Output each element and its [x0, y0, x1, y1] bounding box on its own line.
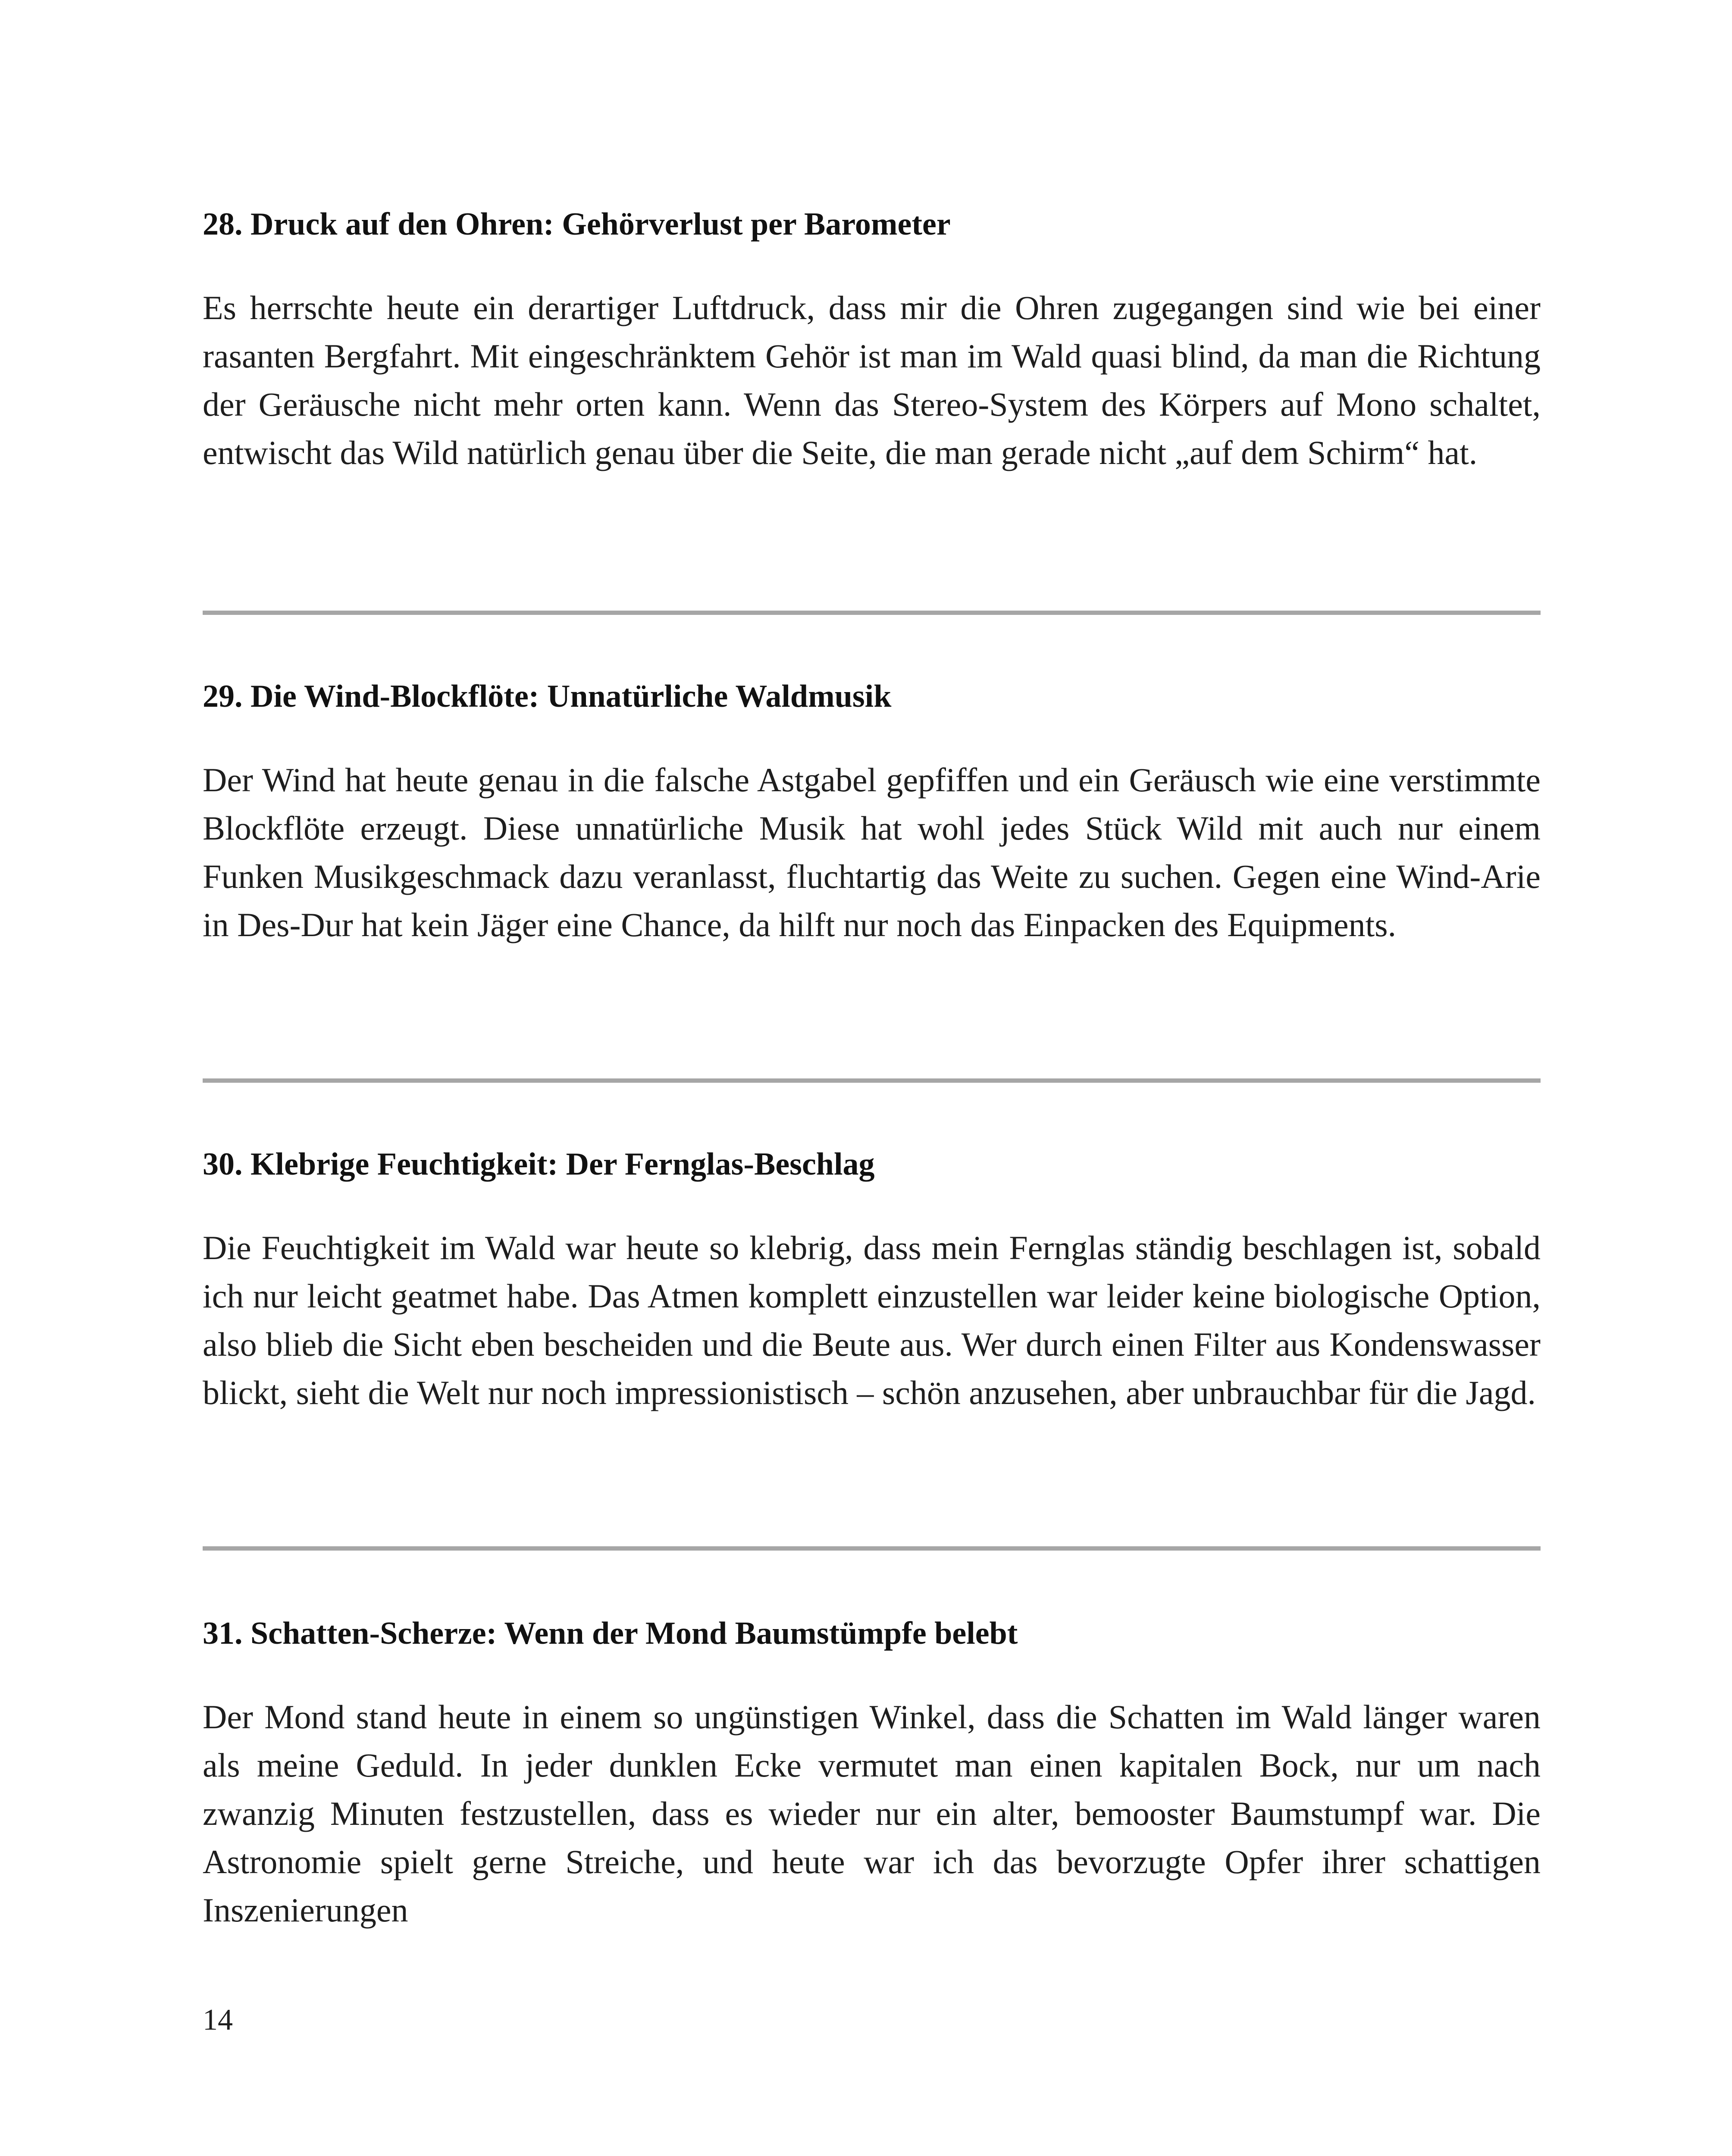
page-number: 14: [203, 2003, 233, 2037]
section-divider: [203, 1546, 1541, 1551]
entry-30: [203, 1143, 1541, 1417]
entry-29: [203, 675, 1541, 949]
section-divider: [203, 611, 1541, 615]
entry-body: Der Wind hat heute genau in die falsche Astgabel gepfiffen und ein Geräusch wie eine verstimmte Blockflöte erzeugt. Diese unnatürliche Musik hat wohl jedes Stück Wild mit auch nur einem Funken Musikgeschmack dazu veranlasst, fluchtartig das Weite zu suchen. Gegen eine Wind-Arie in Des-Dur hat kein Jäger eine Chance, da hilft nur noch das Einpacken des Equipments.: [203, 761, 1541, 943]
entry-31: [203, 1612, 1541, 1934]
entry-title: 30. Klebrige Feuchtigkeit: Der Fernglas-Beschlag: [203, 1147, 875, 1182]
entry-28: [203, 203, 1541, 477]
entry-body: Es herrschte heute ein derartiger Luftdruck, dass mir die Ohren zugegangen sind wie bei einer rasanten Bergfahrt. Mit eingeschränktem Gehör ist man im Wald quasi blind, da man die Richtung der Geräusche nicht mehr orten kann. Wenn das Stereo-System des Körpers auf Mono schaltet, entwischt das Wild natürlich genau über die Seite, die man gerade nicht „auf dem Schirm“ hat.: [203, 289, 1541, 471]
entry-title: 28. Druck auf den Ohren: Gehörverlust per Barometer: [203, 207, 951, 242]
entry-body: Der Mond stand heute in einem so ungünstigen Winkel, dass die Schatten im Wald länger waren als meine Geduld. In jeder dunklen Ecke vermutet man einen kapitalen Bock, nur um nach zwanzig Minuten festzustellen, dass es wieder nur ein alter, bemooster Baumstumpf war. Die Astronomie spielt gerne Streiche, und heute war ich das bevorzugte Opfer ihrer schattigen Inszenierungen: [203, 1698, 1541, 1929]
entry-title: 31. Schatten-Scherze: Wenn der Mond Baumstümpfe belebt: [203, 1616, 1018, 1651]
entry-body: Die Feuchtigkeit im Wald war heute so klebrig, dass mein Fernglas ständig beschlagen ist, sobald ich nur leicht geatmet habe. Das Atmen komplett einzustellen war leider keine biologische Option, also blieb die Sicht eben bescheiden und die Beute aus. Wer durch einen Filter aus Kondenswasser blickt, sieht die Welt nur noch impressionistisch – schön anzusehen, aber unbrauchbar für die Jagd.: [203, 1229, 1541, 1411]
section-divider: [203, 1078, 1541, 1083]
entry-title: 29. Die Wind-Blockflöte: Unnatürliche Waldmusik: [203, 679, 892, 714]
